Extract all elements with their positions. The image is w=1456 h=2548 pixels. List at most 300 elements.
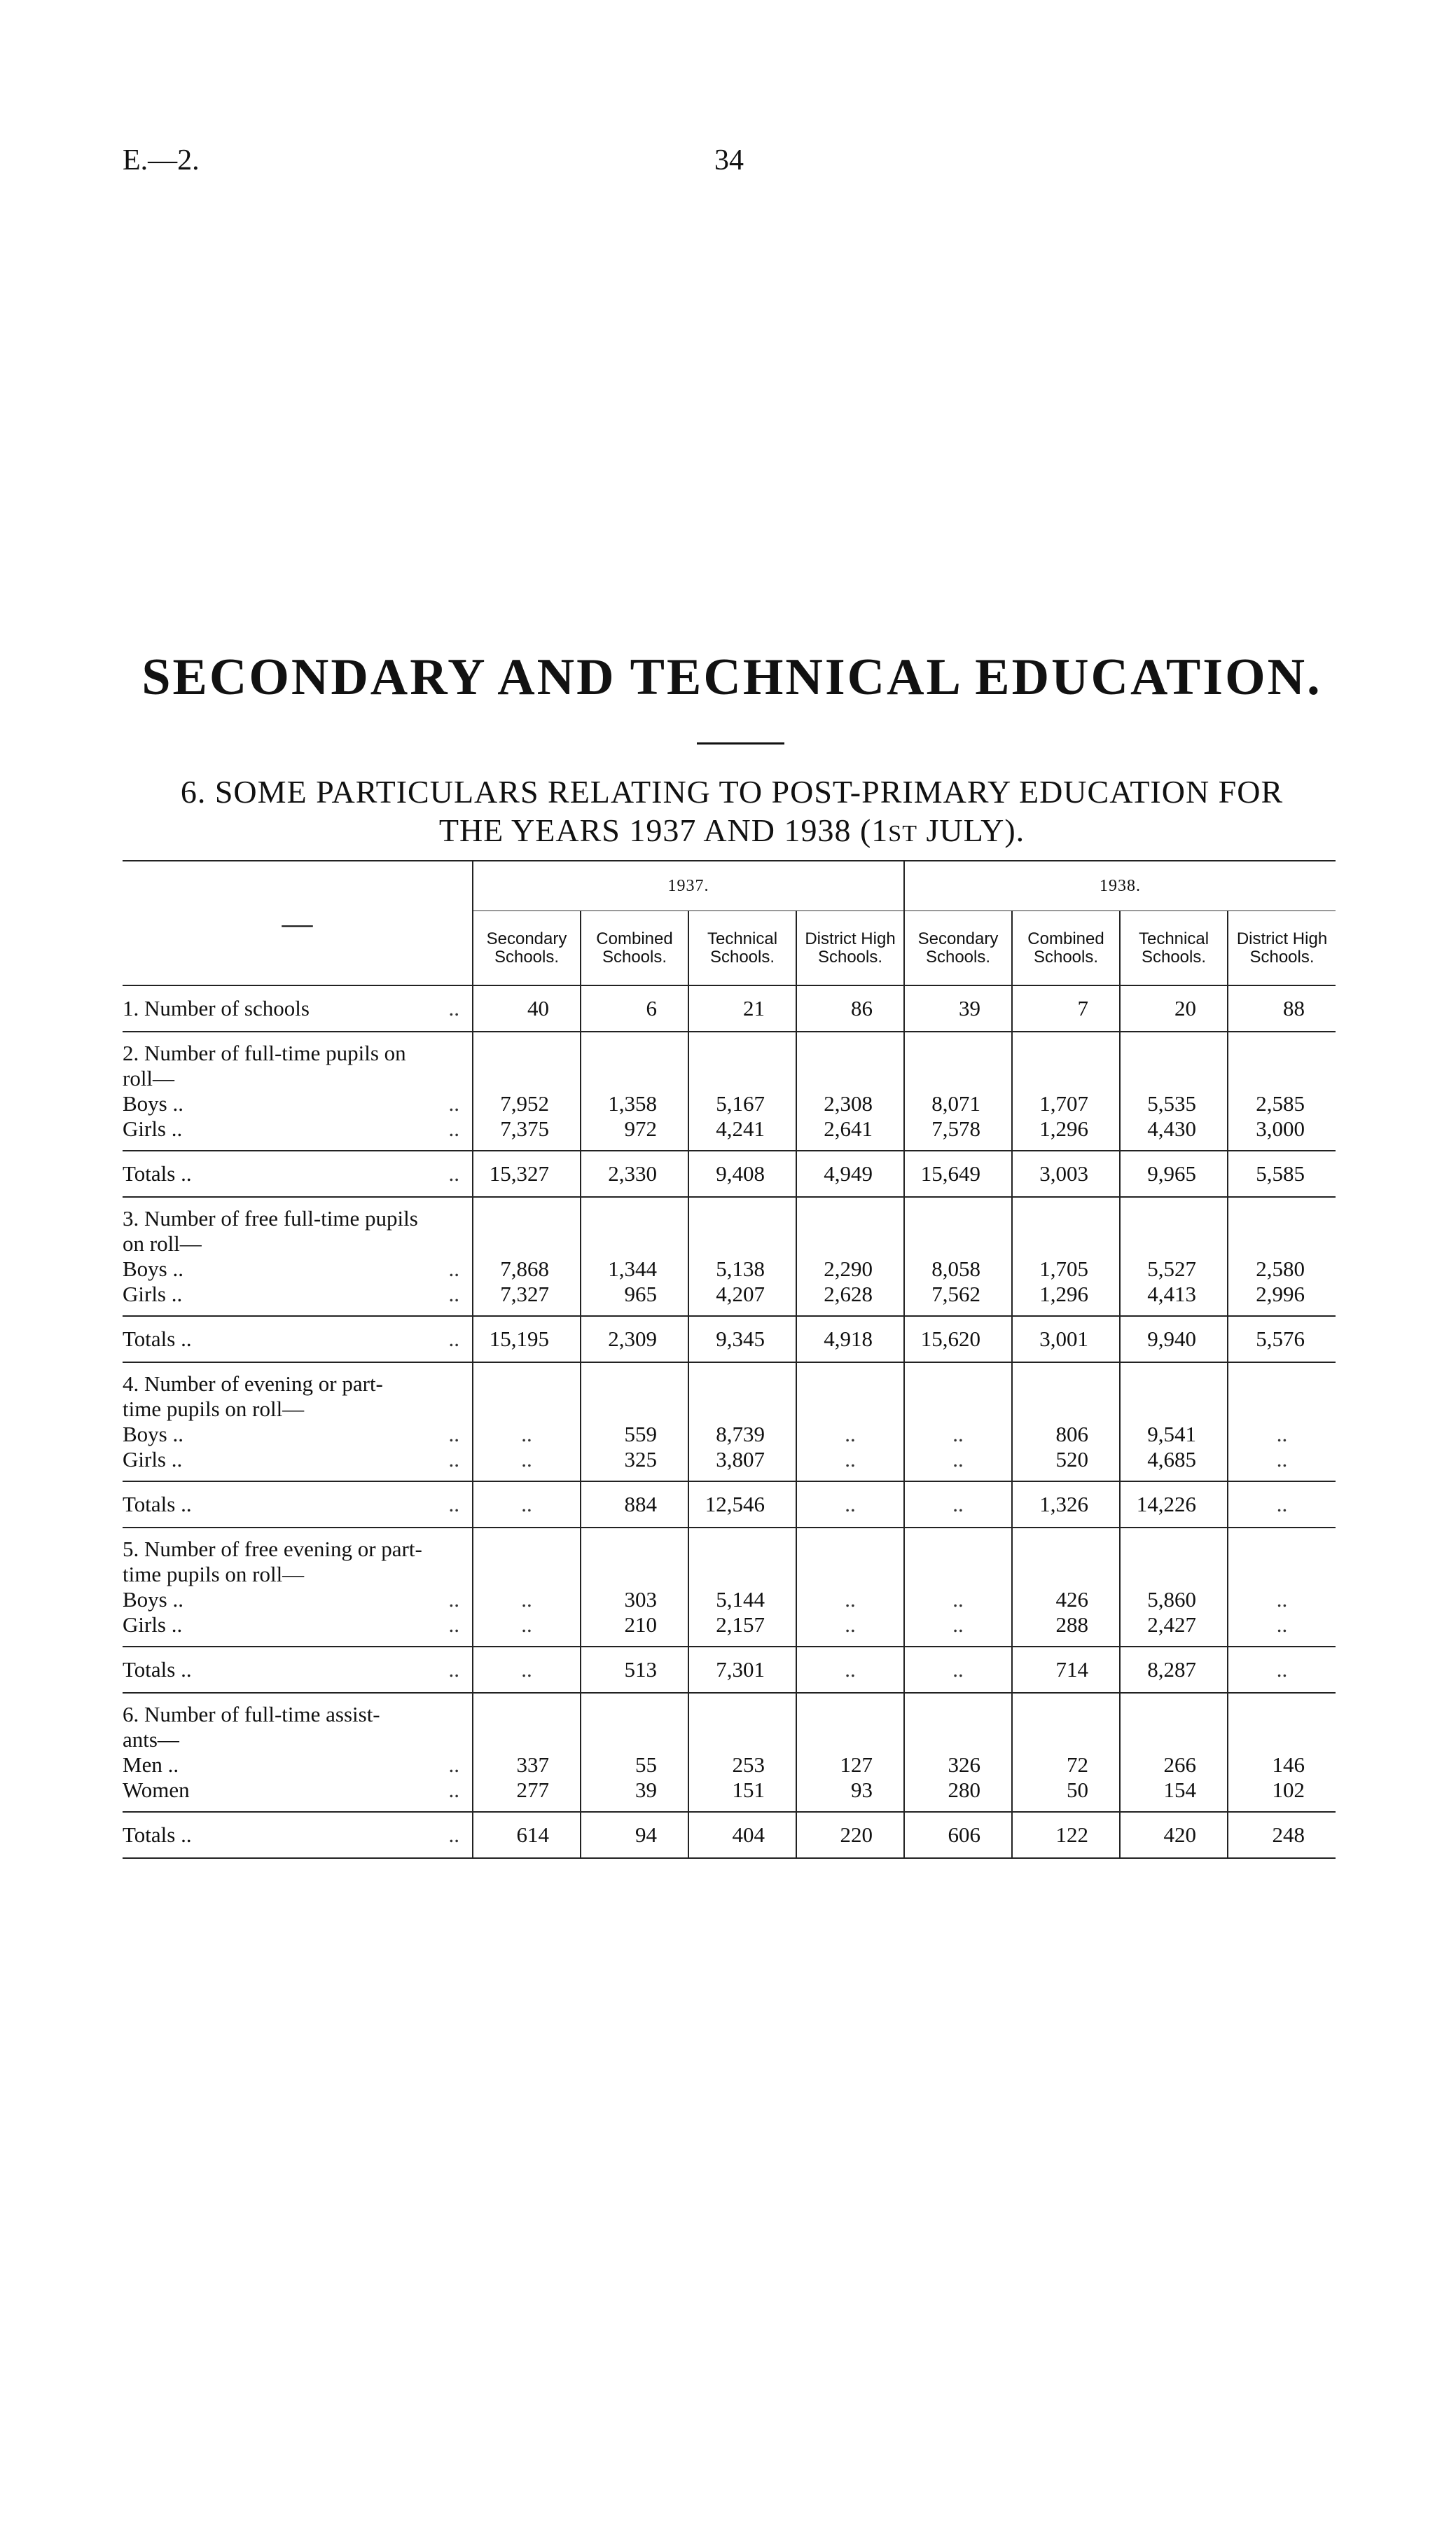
empty-cell xyxy=(904,1528,1012,1562)
table-title xyxy=(123,773,1341,853)
total-value: .. xyxy=(796,1647,904,1693)
empty-cell xyxy=(688,1362,796,1397)
empty-cell xyxy=(796,1693,904,1727)
cell-value: 8,058 xyxy=(904,1256,1012,1282)
leader-dots: .. xyxy=(448,996,459,1020)
row-label-text: Boys .. xyxy=(123,1091,183,1116)
cell-value: 4,430 xyxy=(1120,1116,1228,1142)
empty-cell xyxy=(796,1307,904,1316)
leader-dots: .. xyxy=(448,1116,459,1141)
empty-cell xyxy=(796,1197,904,1231)
empty-cell xyxy=(1228,1142,1336,1151)
empty-cell xyxy=(688,1562,796,1587)
leader-dots: .. xyxy=(448,1256,459,1281)
column-header: Technical Schools. xyxy=(1120,911,1228,986)
total-value: 1,326 xyxy=(1012,1481,1120,1528)
empty-cell xyxy=(1120,1066,1228,1091)
empty-cell xyxy=(904,1231,1012,1256)
data-row xyxy=(123,1422,1336,1447)
cell-value: 972 xyxy=(581,1116,688,1142)
cell-value: 2,308 xyxy=(796,1091,904,1116)
section-title-continued-text: on roll— xyxy=(123,1231,202,1256)
column-header: Combined Schools. xyxy=(581,911,688,986)
leader-dots: .. xyxy=(448,1587,459,1612)
empty-cell xyxy=(688,1472,796,1481)
post-primary-education-table xyxy=(123,860,1336,1859)
cell-value: 2,641 xyxy=(796,1116,904,1142)
cell-value: 151 xyxy=(688,1778,796,1803)
empty-cell xyxy=(904,1472,1012,1481)
cell-value: .. xyxy=(904,1447,1012,1472)
section-title xyxy=(123,1528,473,1562)
empty-cell xyxy=(1228,1693,1336,1727)
cell-value: 102 xyxy=(1228,1778,1336,1803)
empty-cell xyxy=(473,1032,581,1066)
cell-value: 337 xyxy=(473,1752,581,1778)
empty-cell xyxy=(904,1362,1012,1397)
total-value: 3,001 xyxy=(1012,1316,1120,1362)
cell-value: 277 xyxy=(473,1778,581,1803)
empty-cell xyxy=(796,1637,904,1647)
total-value: 220 xyxy=(796,1812,904,1858)
cell-value: .. xyxy=(904,1422,1012,1447)
empty-cell xyxy=(1120,1362,1228,1397)
empty-cell xyxy=(1120,1528,1228,1562)
cell-value: 4,413 xyxy=(1120,1282,1228,1307)
empty-cell xyxy=(1228,1066,1336,1091)
row-label xyxy=(123,1422,473,1447)
total-value: 248 xyxy=(1228,1812,1336,1858)
cell-value: 5,860 xyxy=(1120,1587,1228,1612)
total-value: 15,195 xyxy=(473,1316,581,1362)
section-title-row xyxy=(123,1528,1336,1562)
cell-value: 2,290 xyxy=(796,1256,904,1282)
stub-header-dash: — xyxy=(123,861,473,985)
total-value: 12,546 xyxy=(688,1481,796,1528)
cell-value: 20 xyxy=(1120,985,1228,1032)
cell-value: .. xyxy=(796,1447,904,1472)
cell-value: 288 xyxy=(1012,1612,1120,1637)
cell-value: 7,562 xyxy=(904,1282,1012,1307)
empty-cell xyxy=(796,1362,904,1397)
total-value: .. xyxy=(1228,1647,1336,1693)
column-header: Technical Schools. xyxy=(688,911,796,986)
cell-value: 5,138 xyxy=(688,1256,796,1282)
row-label xyxy=(123,1587,473,1612)
empty-cell xyxy=(123,1803,473,1812)
cell-value: 2,580 xyxy=(1228,1256,1336,1282)
empty-cell xyxy=(1120,1562,1228,1587)
empty-cell xyxy=(473,1693,581,1727)
year-header-1937: 1937. xyxy=(473,861,904,911)
empty-cell xyxy=(1120,1142,1228,1151)
totals-row xyxy=(123,1316,1336,1362)
leader-dots: .. xyxy=(448,1657,459,1682)
empty-cell xyxy=(1012,1066,1120,1091)
empty-cell xyxy=(688,1803,796,1812)
data-row xyxy=(123,1587,1336,1612)
empty-cell xyxy=(473,1637,581,1647)
empty-cell xyxy=(904,1032,1012,1066)
cell-value: .. xyxy=(1228,1612,1336,1637)
cell-value: 127 xyxy=(796,1752,904,1778)
cell-value: 5,144 xyxy=(688,1587,796,1612)
leader-dots: .. xyxy=(448,1492,459,1516)
cell-value: 303 xyxy=(581,1587,688,1612)
cell-value: 6 xyxy=(581,985,688,1032)
data-row xyxy=(123,1256,1336,1282)
spacer-row xyxy=(123,1803,1336,1812)
table-title-line-2-part-a: THE YEARS 1937 AND 1938 (1 xyxy=(438,812,889,848)
cell-value: 965 xyxy=(581,1282,688,1307)
row-label xyxy=(123,1282,473,1307)
empty-cell xyxy=(1012,1397,1120,1422)
total-value: .. xyxy=(904,1647,1012,1693)
page-title: SECONDARY AND TECHNICAL EDUCATION. xyxy=(141,649,1322,706)
empty-cell xyxy=(473,1397,581,1422)
empty-cell xyxy=(904,1397,1012,1422)
cell-value: 2,628 xyxy=(796,1282,904,1307)
totals-label-text: Totals .. xyxy=(123,1327,192,1351)
section-title-continued-row xyxy=(123,1727,1336,1752)
column-header: Combined Schools. xyxy=(1012,911,1120,986)
cell-value: 86 xyxy=(796,985,904,1032)
empty-cell xyxy=(473,1197,581,1231)
row-number-of-schools xyxy=(123,985,1336,1032)
section-title-row xyxy=(123,1362,1336,1397)
cell-value: 3,807 xyxy=(688,1447,796,1472)
empty-cell xyxy=(1120,1472,1228,1481)
empty-cell xyxy=(904,1066,1012,1091)
cell-value: .. xyxy=(1228,1422,1336,1447)
empty-cell xyxy=(688,1142,796,1151)
section-title-continued-row xyxy=(123,1231,1336,1256)
total-value: 2,330 xyxy=(581,1151,688,1197)
cell-value: 7,578 xyxy=(904,1116,1012,1142)
cell-value: 1,358 xyxy=(581,1091,688,1116)
total-value: 9,345 xyxy=(688,1316,796,1362)
row-label xyxy=(123,1116,473,1142)
empty-cell xyxy=(688,1637,796,1647)
cell-value: 4,207 xyxy=(688,1282,796,1307)
empty-cell xyxy=(581,1562,688,1587)
row-label-text: Girls .. xyxy=(123,1447,183,1472)
cell-value: 93 xyxy=(796,1778,904,1803)
empty-cell xyxy=(581,1362,688,1397)
totals-label xyxy=(123,1481,473,1528)
total-value: 9,940 xyxy=(1120,1316,1228,1362)
empty-cell xyxy=(796,1066,904,1091)
empty-cell xyxy=(1228,1727,1336,1752)
row-label-text: Girls .. xyxy=(123,1116,183,1141)
totals-label xyxy=(123,1812,473,1858)
row-label xyxy=(123,1612,473,1637)
row-label xyxy=(123,1778,473,1803)
total-value: 15,649 xyxy=(904,1151,1012,1197)
year-header-1938: 1938. xyxy=(904,861,1336,911)
data-row xyxy=(123,1116,1336,1142)
total-value: 404 xyxy=(688,1812,796,1858)
empty-cell xyxy=(1228,1197,1336,1231)
document-reference: E.—2. xyxy=(123,144,200,176)
empty-cell xyxy=(904,1562,1012,1587)
empty-cell xyxy=(1228,1362,1336,1397)
data-row xyxy=(123,1612,1336,1637)
empty-cell xyxy=(1012,1803,1120,1812)
empty-cell xyxy=(1012,1032,1120,1066)
empty-cell xyxy=(473,1142,581,1151)
section-title-continued xyxy=(123,1397,473,1422)
empty-cell xyxy=(796,1562,904,1587)
cell-value: 146 xyxy=(1228,1752,1336,1778)
cell-value: 55 xyxy=(581,1752,688,1778)
cell-value: .. xyxy=(796,1612,904,1637)
cell-value: 7,327 xyxy=(473,1282,581,1307)
leader-dots: .. xyxy=(448,1822,459,1847)
leader-dots: .. xyxy=(448,1282,459,1306)
total-value: 8,287 xyxy=(1120,1647,1228,1693)
empty-cell xyxy=(796,1472,904,1481)
total-value: 513 xyxy=(581,1647,688,1693)
row-label xyxy=(123,1091,473,1116)
empty-cell xyxy=(1228,1472,1336,1481)
table-title-line-2-part-b: JULY). xyxy=(917,812,1025,848)
total-value: .. xyxy=(473,1647,581,1693)
cell-value: 4,241 xyxy=(688,1116,796,1142)
empty-cell xyxy=(581,1637,688,1647)
total-value: .. xyxy=(1228,1481,1336,1528)
empty-cell xyxy=(1012,1142,1120,1151)
empty-cell xyxy=(688,1197,796,1231)
section-title-text: 6. Number of full-time assist- xyxy=(123,1702,380,1726)
totals-label-text: Totals .. xyxy=(123,1161,192,1186)
cell-value: 210 xyxy=(581,1612,688,1637)
statistics-table-container xyxy=(123,860,1336,1859)
empty-cell xyxy=(581,1528,688,1562)
empty-cell xyxy=(904,1142,1012,1151)
cell-value: .. xyxy=(1228,1587,1336,1612)
total-value: 15,327 xyxy=(473,1151,581,1197)
cell-value: .. xyxy=(473,1447,581,1472)
total-value: 420 xyxy=(1120,1812,1228,1858)
total-value: 884 xyxy=(581,1481,688,1528)
data-row xyxy=(123,1447,1336,1472)
section-title-continued-text: roll— xyxy=(123,1066,175,1090)
cell-value: 2,157 xyxy=(688,1612,796,1637)
empty-cell xyxy=(473,1803,581,1812)
cell-value: 426 xyxy=(1012,1587,1120,1612)
totals-row xyxy=(123,1481,1336,1528)
empty-cell xyxy=(123,1637,473,1647)
empty-cell xyxy=(581,1231,688,1256)
column-header: District High Schools. xyxy=(796,911,904,986)
empty-cell xyxy=(473,1727,581,1752)
title-divider xyxy=(697,742,784,745)
empty-cell xyxy=(581,1197,688,1231)
cell-value: 8,739 xyxy=(688,1422,796,1447)
total-value: 2,309 xyxy=(581,1316,688,1362)
empty-cell xyxy=(904,1307,1012,1316)
empty-cell xyxy=(1120,1307,1228,1316)
empty-cell xyxy=(473,1528,581,1562)
cell-value: .. xyxy=(904,1612,1012,1637)
data-row xyxy=(123,1778,1336,1803)
row-label xyxy=(123,1752,473,1778)
cell-value: 806 xyxy=(1012,1422,1120,1447)
empty-cell xyxy=(1228,1231,1336,1256)
cell-value: .. xyxy=(473,1422,581,1447)
cell-value: 5,167 xyxy=(688,1091,796,1116)
empty-cell xyxy=(1228,1637,1336,1647)
cell-value: 5,527 xyxy=(1120,1256,1228,1282)
total-value: 614 xyxy=(473,1812,581,1858)
cell-value: 559 xyxy=(581,1422,688,1447)
section-title xyxy=(123,1693,473,1727)
total-value: 3,003 xyxy=(1012,1151,1120,1197)
totals-label-text: Totals .. xyxy=(123,1657,192,1682)
empty-cell xyxy=(796,1397,904,1422)
leader-dots: .. xyxy=(448,1161,459,1186)
empty-cell xyxy=(581,1472,688,1481)
empty-cell xyxy=(796,1727,904,1752)
empty-cell xyxy=(904,1637,1012,1647)
total-value: .. xyxy=(904,1481,1012,1528)
section-title-continued xyxy=(123,1231,473,1256)
cell-value: 266 xyxy=(1120,1752,1228,1778)
total-value: 714 xyxy=(1012,1647,1120,1693)
total-value: 122 xyxy=(1012,1812,1120,1858)
empty-cell xyxy=(904,1197,1012,1231)
empty-cell xyxy=(1228,1397,1336,1422)
empty-cell xyxy=(123,1142,473,1151)
cell-value: 2,996 xyxy=(1228,1282,1336,1307)
section-title xyxy=(123,1362,473,1397)
empty-cell xyxy=(1120,1231,1228,1256)
empty-cell xyxy=(1228,1528,1336,1562)
cell-value: .. xyxy=(904,1587,1012,1612)
cell-value: 154 xyxy=(1120,1778,1228,1803)
empty-cell xyxy=(1012,1693,1120,1727)
empty-cell xyxy=(581,1803,688,1812)
cell-value: 9,541 xyxy=(1120,1422,1228,1447)
empty-cell xyxy=(1120,1637,1228,1647)
leader-dots: .. xyxy=(448,1612,459,1637)
empty-cell xyxy=(688,1231,796,1256)
empty-cell xyxy=(473,1362,581,1397)
empty-cell xyxy=(688,1397,796,1422)
section-title-continued xyxy=(123,1562,473,1587)
empty-cell xyxy=(1120,1803,1228,1812)
data-row xyxy=(123,1282,1336,1307)
row-label-text: Girls .. xyxy=(123,1282,183,1306)
empty-cell xyxy=(688,1066,796,1091)
cell-value: .. xyxy=(796,1422,904,1447)
totals-row xyxy=(123,1647,1336,1693)
total-value: 5,576 xyxy=(1228,1316,1336,1362)
empty-cell xyxy=(1012,1231,1120,1256)
empty-cell xyxy=(1228,1032,1336,1066)
cell-value: 1,705 xyxy=(1012,1256,1120,1282)
empty-cell xyxy=(581,1066,688,1091)
empty-cell xyxy=(688,1032,796,1066)
total-value: 4,918 xyxy=(796,1316,904,1362)
row-label xyxy=(123,1447,473,1472)
cell-value: 4,685 xyxy=(1120,1447,1228,1472)
empty-cell xyxy=(123,1472,473,1481)
total-value: 94 xyxy=(581,1812,688,1858)
cell-value: 2,585 xyxy=(1228,1091,1336,1116)
totals-label xyxy=(123,1647,473,1693)
total-value: .. xyxy=(473,1481,581,1528)
cell-value: 7,952 xyxy=(473,1091,581,1116)
empty-cell xyxy=(904,1693,1012,1727)
section-title-text: 4. Number of evening or part- xyxy=(123,1371,383,1396)
empty-cell xyxy=(904,1727,1012,1752)
row-label-text: Boys .. xyxy=(123,1587,183,1612)
empty-cell xyxy=(1012,1727,1120,1752)
section-title xyxy=(123,1197,473,1231)
section-title-row xyxy=(123,1693,1336,1727)
total-value: 9,408 xyxy=(688,1151,796,1197)
data-row xyxy=(123,1752,1336,1778)
totals-label-text: Totals .. xyxy=(123,1822,192,1847)
total-value: .. xyxy=(796,1481,904,1528)
empty-cell xyxy=(1228,1803,1336,1812)
table-title-line-1: 6. SOME PARTICULARS RELATING TO POST-PRIMARY EDUCATION FOR xyxy=(180,774,1284,810)
empty-cell xyxy=(123,1307,473,1316)
totals-label xyxy=(123,1151,473,1197)
leader-dots: .. xyxy=(448,1752,459,1777)
total-value: 9,965 xyxy=(1120,1151,1228,1197)
column-header: Secondary Schools. xyxy=(904,911,1012,986)
leader-dots: .. xyxy=(448,1778,459,1802)
cell-value: 3,000 xyxy=(1228,1116,1336,1142)
totals-label-text: Totals .. xyxy=(123,1492,192,1516)
table-title-line-2 xyxy=(123,811,1341,853)
row-label-text: 1. Number of schools xyxy=(123,996,310,1020)
cell-value: 72 xyxy=(1012,1752,1120,1778)
empty-cell xyxy=(1120,1693,1228,1727)
spacer-row xyxy=(123,1307,1336,1316)
header-row-years xyxy=(123,861,1336,911)
section-title-continued xyxy=(123,1727,473,1752)
empty-cell xyxy=(1120,1727,1228,1752)
cell-value: 520 xyxy=(1012,1447,1120,1472)
empty-cell xyxy=(1120,1397,1228,1422)
totals-row xyxy=(123,1812,1336,1858)
cell-value: 326 xyxy=(904,1752,1012,1778)
page-number: 34 xyxy=(714,144,744,176)
totals-row xyxy=(123,1151,1336,1197)
empty-cell xyxy=(473,1231,581,1256)
empty-cell xyxy=(1228,1562,1336,1587)
empty-cell xyxy=(581,1032,688,1066)
section-title-continued xyxy=(123,1066,473,1091)
leader-dots: .. xyxy=(448,1327,459,1351)
empty-cell xyxy=(581,1693,688,1727)
empty-cell xyxy=(473,1562,581,1587)
cell-value: 7 xyxy=(1012,985,1120,1032)
cell-value: 253 xyxy=(688,1752,796,1778)
row-label-text: Girls .. xyxy=(123,1612,183,1637)
cell-value: 21 xyxy=(688,985,796,1032)
total-value: 606 xyxy=(904,1812,1012,1858)
empty-cell xyxy=(581,1397,688,1422)
section-title-continued-text: ants— xyxy=(123,1727,179,1752)
leader-dots: .. xyxy=(448,1447,459,1472)
empty-cell xyxy=(1120,1197,1228,1231)
row-label-text: Boys .. xyxy=(123,1256,183,1281)
